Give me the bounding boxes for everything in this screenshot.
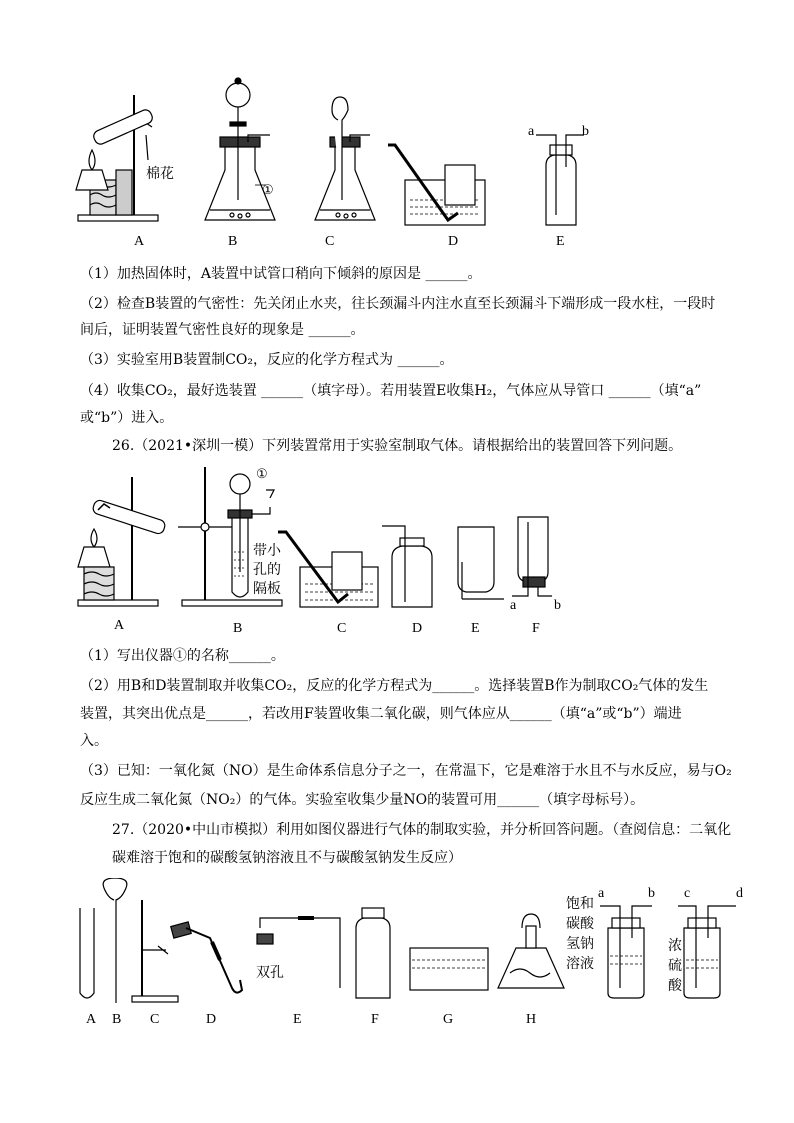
q25-line-4b: 或“b”）进入。 — [80, 410, 174, 426]
q27-fig-label-B: B — [112, 1012, 122, 1027]
q26-label-circle-1: ① — [256, 466, 268, 481]
fig1-label-D: D — [448, 234, 459, 249]
label-double-hole: 双孔 — [256, 965, 284, 981]
label-partition-1: 带小 — [253, 543, 281, 559]
q27-fig-label-D: D — [206, 1012, 217, 1027]
q26-line-1: （1）写出仪器①的名称______。 — [80, 648, 285, 664]
q26-fig-label-E: E — [471, 621, 480, 636]
apparatus-wash-bottle-ab — [600, 906, 652, 998]
q27-fig-label-F: F — [371, 1012, 379, 1027]
label-nahco3-1: 饱和 — [566, 896, 594, 912]
apparatus-B-flask — [205, 78, 275, 220]
q26-fig-label-F: F — [532, 621, 540, 636]
q27-fig-label-E: E — [293, 1012, 302, 1027]
fig1-label-B: B — [228, 234, 238, 249]
label-nahco3-4: 溶液 — [566, 956, 594, 972]
q26-line-2c: 入。 — [80, 733, 108, 749]
apparatus-G-trough — [410, 948, 488, 990]
q27-fig-label-C: C — [150, 1012, 160, 1027]
q26-fig-label-B: B — [233, 621, 243, 636]
q26-fig-label-A: A — [114, 618, 125, 633]
q26-line-2b: 装置，其突出优点是______，若改用F装置收集二氧化碳，则气体应从______（填“a”或“b”）端进 — [80, 706, 682, 722]
q27-fig-label-H: H — [526, 1012, 537, 1027]
q26-line-2a: （2）用B和D装置制取并收集CO₂，反应的化学方程式为______。选择装置B作为制取CO₂气体的发生 — [80, 678, 709, 694]
label-port-b: b — [582, 124, 589, 139]
label-partition-3: 隔板 — [253, 581, 281, 597]
q27-fig-label-G: G — [443, 1012, 454, 1027]
apparatus-C-flask — [315, 97, 375, 220]
apparatus-C-trough — [278, 532, 378, 607]
label-h2so4-3: 酸 — [668, 978, 682, 994]
q25-line-2a: （2）检查B装置的气密性：先关闭止水夹，往长颈漏斗内注水直至长颈漏斗下端形成一段水柱，一段时 — [80, 296, 716, 312]
apparatus-D-trough — [388, 145, 485, 225]
apparatus-E-inverted-bottle — [458, 527, 504, 599]
apparatus-A-heating — [76, 95, 158, 221]
q27-title-2: 碳难溶于饱和的碳酸氢钠溶液且不与碳酸氢钠发生反应） — [112, 850, 462, 866]
apparatus-D-stopper-tube — [171, 922, 242, 993]
figure-apparatus-q25 — [70, 75, 610, 235]
apparatus-F-bottle — [356, 908, 390, 998]
q26-line-3b: 反应生成二氧化氮（NO₂）的气体。实验室收集少量NO的装置可用______（填字母标号）。 — [80, 792, 645, 808]
q27-port-a: a — [598, 886, 605, 901]
label-cotton: 棉花 — [146, 167, 174, 182]
q27-port-d: d — [736, 886, 743, 901]
q27-title: 27.（2020•中山市模拟）利用如图仪器进行气体的制取实验，并分析回答问题。（查阅信息：二氧化 — [112, 822, 732, 838]
q25-line-2b: 间后，证明装置气密性良好的现象是 ______。 — [80, 322, 365, 338]
q25-line-1: （1）加热固体时，A装置中试管口稍向下倾斜的原因是 ______。 — [80, 266, 482, 282]
label-nahco3-3: 氢钠 — [566, 936, 594, 952]
q26-port-b: b — [554, 598, 561, 613]
label-circle-1: ① — [262, 182, 274, 197]
apparatus-E-bottle — [536, 135, 584, 225]
q27-port-b: b — [648, 886, 655, 901]
q26-port-a: a — [510, 598, 517, 613]
apparatus-wash-bottle-cd — [678, 906, 736, 998]
figure-apparatus-q26 — [70, 462, 590, 614]
apparatus-B-funnel — [103, 878, 127, 1003]
q26-title: 26.（2021•深圳一模）下列装置常用于实验室制取气体。请根据给出的装置回答下列问题。 — [112, 438, 683, 454]
apparatus-H-lamp — [498, 914, 564, 988]
label-h2so4-2: 硫 — [668, 958, 682, 974]
apparatus-D-bottle — [382, 526, 432, 607]
apparatus-F-bottle — [512, 517, 552, 596]
fig1-label-A: A — [134, 234, 145, 249]
fig1-label-C: C — [325, 234, 335, 249]
label-nahco3-2: 碳酸 — [566, 916, 594, 932]
q26-fig-label-C: C — [337, 621, 347, 636]
apparatus-A-heating-2 — [78, 477, 166, 606]
apparatus-A-test-tube — [80, 908, 94, 998]
q27-fig-label-A: A — [86, 1012, 97, 1027]
q25-line-3: （3）实验室用B装置制CO₂，反应的化学方程式为 ______。 — [80, 352, 454, 368]
q26-line-3a: （3）已知：一氧化氮（NO）是生命体系信息分子之一，在常温下，它是难溶于水且不与水反应，易与O₂ — [80, 763, 732, 779]
apparatus-C-stand — [132, 900, 178, 1002]
q25-line-4a: （4）收集CO₂，最好选装置 ______（填字母）。若用装置E收集H₂，气体应从导管口 ______（填“a” — [80, 383, 702, 399]
fig1-label-E: E — [556, 234, 565, 249]
label-partition-2: 孔的 — [253, 562, 281, 578]
q26-fig-label-D: D — [412, 621, 423, 636]
label-port-a: a — [528, 124, 535, 139]
label-h2so4-1: 浓 — [668, 938, 682, 954]
q27-port-c: c — [684, 886, 691, 901]
